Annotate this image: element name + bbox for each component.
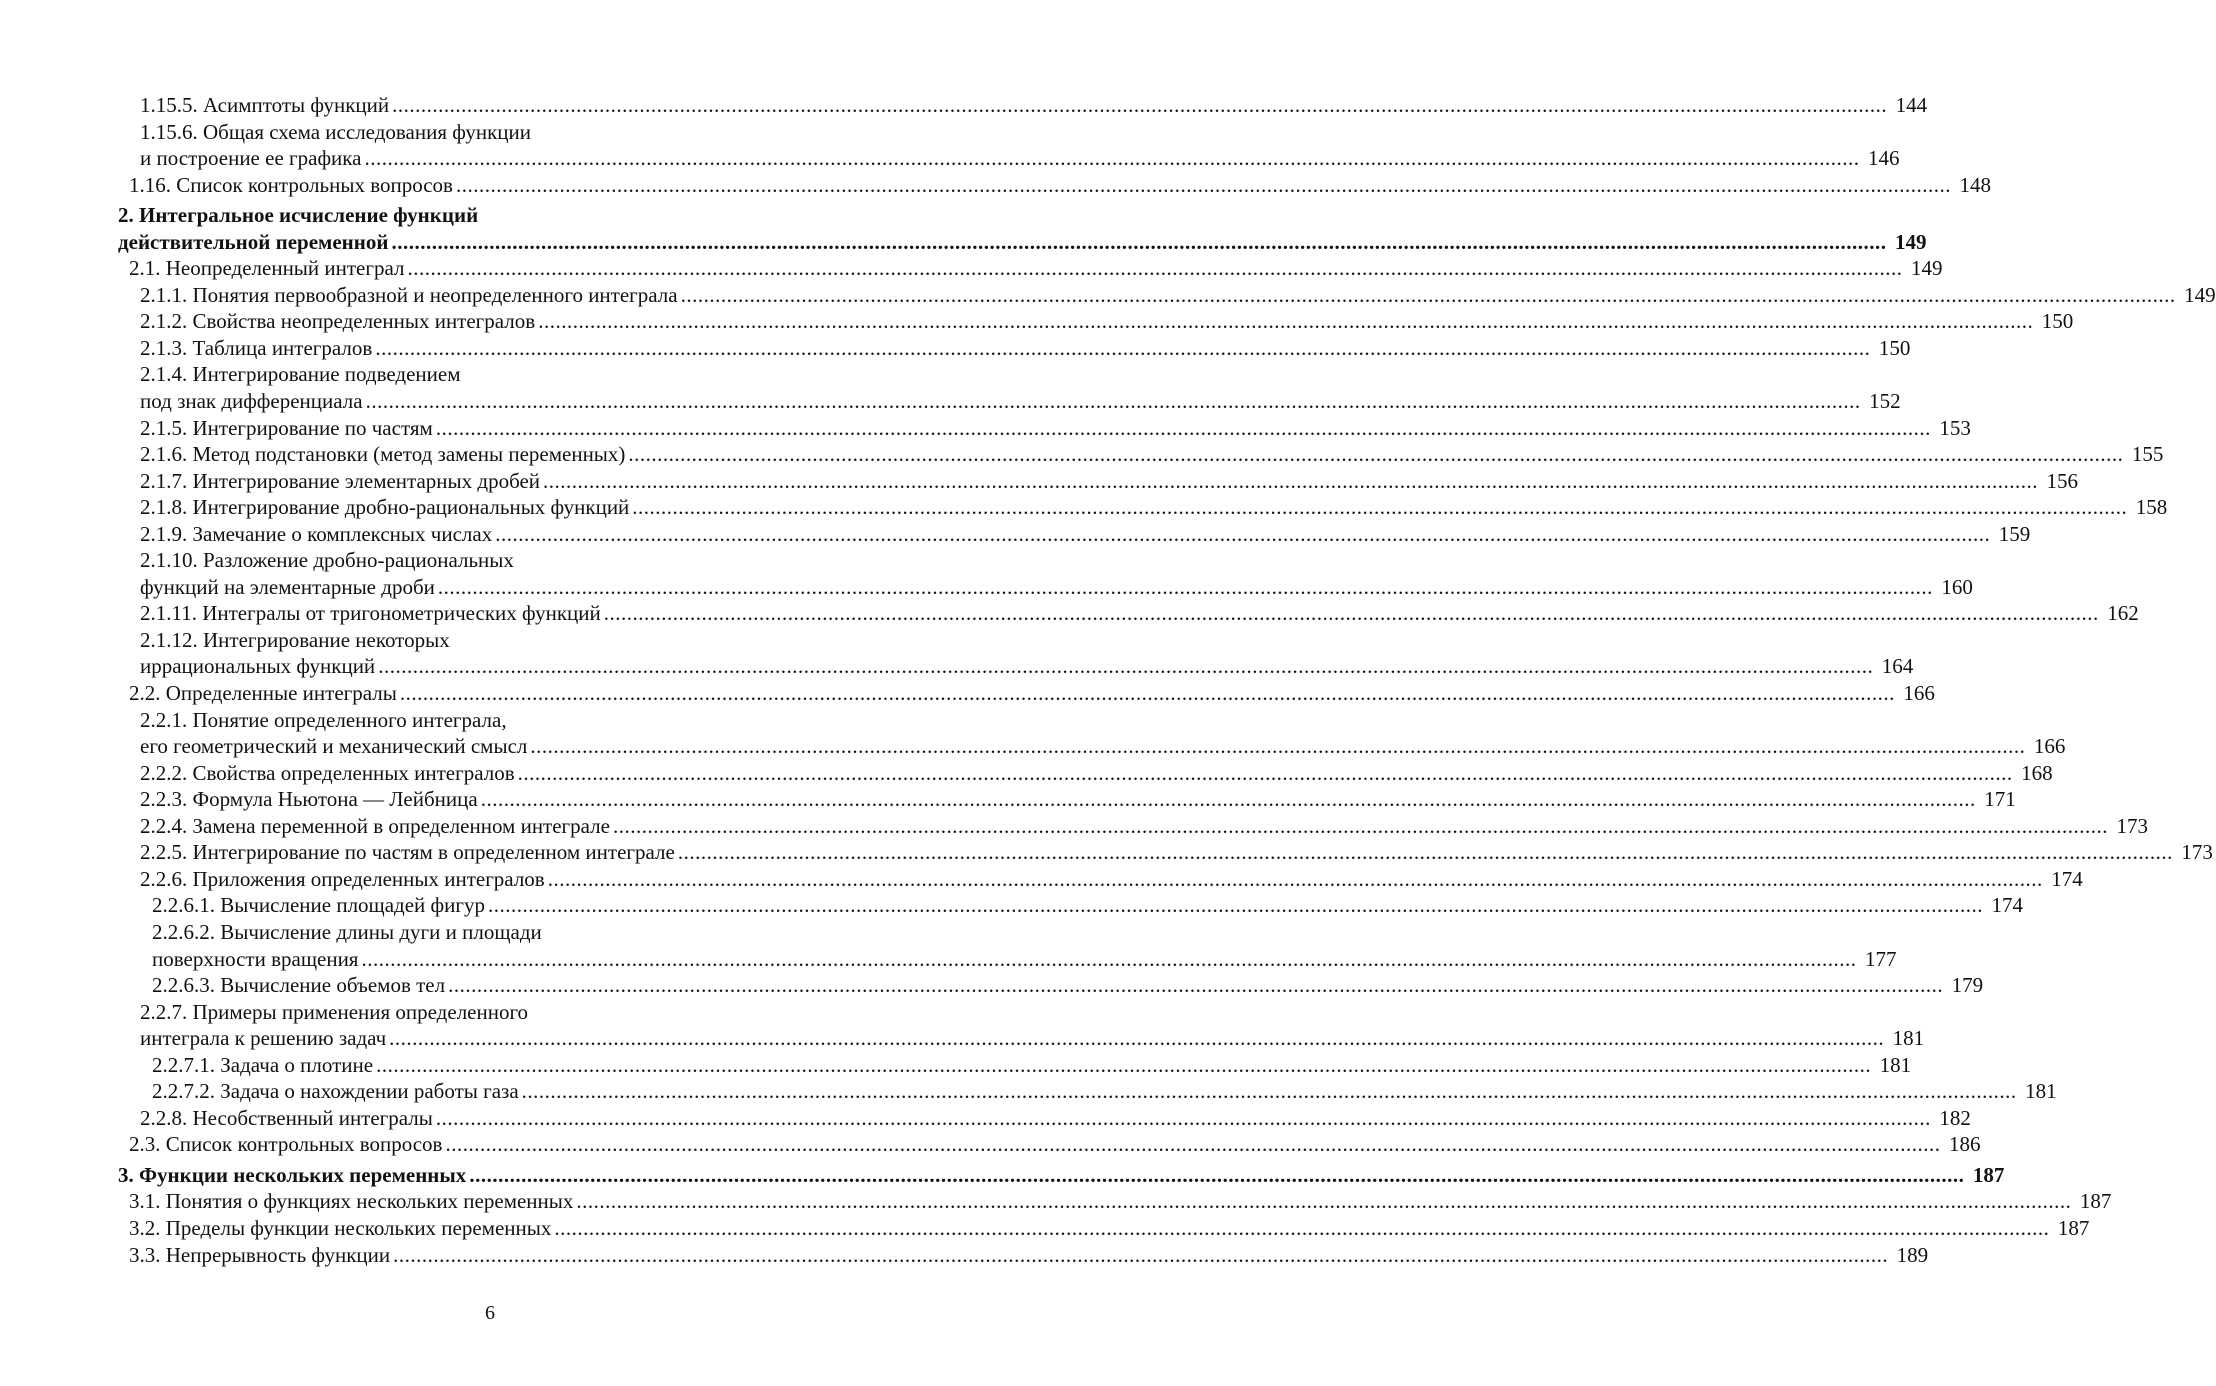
toc-entry-title: 2.2.8. Несобственный интегралы [140,1105,436,1132]
toc-entry-title: 2.1. Неопределенный интеграл [129,255,407,282]
toc-entry-title: 2.2.1. Понятие определенного интеграла, [140,707,507,732]
toc-entry-page: 149 [1894,229,1927,254]
toc-entry-title: 3.2. Пределы функции нескольких переменных [129,1215,554,1242]
toc-dot-leader: .................................................................................................................................................................................................................................................................... [435,1105,1931,1130]
toc-entry [0,1105,1971,1132]
toc-dot-leader: .................................................................................................................................................................................................................................................................... [632,495,2128,520]
toc-entry-page: 174 [1991,893,2023,918]
toc-entry-page: 182 [1939,1105,1971,1130]
toc-dot-leader: .................................................................................................................................................................................................................................................................... [469,1162,1965,1187]
toc-entry [0,308,2074,335]
toc-entry [0,282,2216,309]
toc-entry [0,760,2053,787]
toc-dot-leader: .................................................................................................................................................................................................................................................................... [407,256,1903,281]
toc-entry [0,468,2079,495]
toc-entry-title: 1.16. Список контрольных вопросов [129,172,456,199]
toc-entry-title: 2.2.5. Интегрирование по частям в определенном интеграле [140,839,678,866]
toc-entry-page: 149 [2184,282,2216,307]
toc-entry-page: 173 [2116,813,2148,838]
toc-entry [0,946,1897,973]
toc-entry-page: 150 [1878,335,1911,360]
toc-entry-page: 181 [1879,1052,1912,1077]
toc-entry-title: 2.1.2. Свойства неопределенных интегралов [140,308,538,335]
toc-entry-title: 1.15.6. Общая схема исследования функции [140,119,531,144]
toc-entry-title: 2.2.4. Замена переменной в определенном интеграле [140,813,613,840]
toc-entry-title: 2.1.4. Интегрирование подведением [140,362,461,387]
toc-entry-title: 2.1.7. Интегрирование элементарных дробей [140,468,543,495]
toc-dot-leader: .................................................................................................................................................................................................................................................................... [376,1052,1872,1077]
toc-entry-title: 2.1.1. Понятия первообразной и неопределенного интеграла [140,282,681,309]
toc-entry [0,494,2168,521]
toc-entry-title: поверхности вращения [152,946,361,973]
toc-entry [0,361,980,388]
toc-entry-title: 2.2. Определенные интегралы [129,680,400,707]
toc-entry [0,813,2148,840]
toc-dot-leader: .................................................................................................................................................................................................................................................................... [375,335,1871,360]
toc-dot-leader: .................................................................................................................................................................................................................................................................... [547,866,2043,891]
toc-dot-leader: .................................................................................................................................................................................................................................................................... [448,973,1944,998]
toc-entry [0,574,1973,601]
toc-entry-title: 2.3. Список контрольных вопросов [129,1131,445,1158]
toc-entry-page: 153 [1939,415,1971,440]
toc-entry-page: 177 [1864,946,1897,971]
toc-dot-leader: .................................................................................................................................................................................................................................................................... [538,309,2034,334]
toc-entry-title: иррациональных функций [140,653,378,680]
toc-entry [0,202,980,229]
toc-entry-title: 2.1.12. Интегрирование некоторых [140,627,450,652]
toc-dot-leader: .................................................................................................................................................................................................................................................................... [628,442,2124,467]
toc-entry-page: 150 [2041,309,2074,334]
toc-entry-title: его геометрический и механический смысл [140,733,530,760]
toc-entry-page: 144 [1895,93,1928,117]
toc-dot-leader: .................................................................................................................................................................................................................................................................... [554,1215,2050,1240]
toc-entry [0,680,1935,707]
toc-entry [0,119,980,146]
toc-entry-title: 2.1.6. Метод подстановки (метод замены переменных) [140,441,628,468]
toc-entry-title: 2.1.8. Интегрирование дробно-рациональных функций [140,494,632,521]
toc-entry [0,892,2023,919]
toc-entry-title: 2. Интегральное исчисление функций [118,203,479,228]
toc-entry-title: 2.2.7. Примеры применения определенного [140,999,529,1024]
toc-entry-page: 189 [1896,1242,1929,1267]
toc-entry-page: 174 [2051,866,2083,891]
toc-dot-leader: .................................................................................................................................................................................................................................................................... [603,601,2099,626]
toc-entry-title: 2.1.3. Таблица интегралов [140,335,375,362]
toc-dot-leader: .................................................................................................................................................................................................................................................................... [680,282,2176,307]
toc-entry-title: 2.2.6. Приложения определенных интегралов [140,866,548,893]
toc-entry [0,1242,1929,1269]
toc-entry-page: 173 [2181,840,2213,865]
toc-entry-page: 181 [2025,1079,2057,1104]
toc-entry [0,441,2164,468]
toc-entry-title: 2.1.10. Разложение дробно-рациональных [140,548,514,573]
toc-entry [0,972,1984,999]
toc-entry-page: 166 [2033,734,2066,759]
toc-entry-title: 2.1.9. Замечание о комплексных числах [140,521,495,548]
toc-entry-page: 162 [2107,601,2139,626]
toc-dot-leader: .................................................................................................................................................................................................................................................................... [445,1132,1941,1157]
toc-entry-title: функций на элементарные дроби [140,574,438,601]
toc-entry-page: 149 [1910,256,1943,281]
toc-dot-leader: .................................................................................................................................................................................................................................................................... [530,734,2026,759]
toc-dot-leader: .................................................................................................................................................................................................................................................................... [435,415,1931,440]
toc-entry-page: 155 [2131,442,2164,467]
toc-entry [0,388,1901,415]
toc-dot-leader: .................................................................................................................................................................................................................................................................... [437,574,1933,599]
toc-entry-title: под знак дифференциала [140,388,366,415]
page-number: 6 [485,1302,495,1324]
toc-entry [0,600,2139,627]
toc-entry [0,866,2083,893]
toc-dot-leader: .................................................................................................................................................................................................................................................................... [576,1189,2072,1214]
toc-entry-page: 160 [1941,574,1973,599]
toc-entry-page: 158 [2135,495,2168,520]
toc-dot-leader: .................................................................................................................................................................................................................................................................... [455,172,1951,197]
toc-dot-leader: .................................................................................................................................................................................................................................................................... [612,813,2108,838]
toc-entry [0,229,1927,256]
toc-dot-leader: .................................................................................................................................................................................................................................................................... [392,93,1888,117]
toc-dot-leader: .................................................................................................................................................................................................................................................................... [391,229,1887,254]
toc-dot-leader: .................................................................................................................................................................................................................................................................... [480,787,1976,812]
toc-entry-page: 166 [1903,681,1935,706]
toc-entry-page: 168 [2021,760,2053,785]
toc-dot-leader: .................................................................................................................................................................................................................................................................... [495,521,1991,546]
toc-dot-leader: .................................................................................................................................................................................................................................................................... [361,946,1857,971]
toc-entry-title: 2.2.6.2. Вычисление длины дуги и площади [152,919,542,944]
toc-entry [0,839,2213,866]
toc-entry-title: 3.3. Непрерывность функции [129,1242,393,1269]
toc-dot-leader: .................................................................................................................................................................................................................................................................... [517,760,2013,785]
toc-entry [0,1162,2005,1189]
toc-entry-title: 3. Функции нескольких переменных [118,1162,469,1189]
toc-entry-title: 2.2.3. Формула Ньютона — Лейбница [140,786,481,813]
toc-entry [0,145,1900,172]
toc-entry [0,521,2031,548]
toc-entry-page: 152 [1869,389,1901,414]
toc-entry [0,1188,2112,1215]
toc-entry [0,1078,2057,1105]
toc-entry-title: 2.2.7.1. Задача о плотине [152,1052,376,1079]
toc-entry-page: 187 [2079,1189,2112,1214]
toc-entry [0,786,2016,813]
toc-dot-leader: .................................................................................................................................................................................................................................................................... [393,1242,1889,1267]
toc-entry-title: 2.2.2. Свойства определенных интегралов [140,760,518,787]
toc-entry-title: 1.15.5. Асимптоты функций [140,92,392,119]
toc-entry-title: интеграла к решению задач [140,1025,389,1052]
toc-entry-page: 171 [1984,787,2016,812]
toc-dot-leader: .................................................................................................................................................................................................................................................................... [365,389,1861,414]
toc-entry [0,415,1971,442]
toc-entry-title: и построение ее графика [140,145,365,172]
toc-entry [0,707,980,734]
toc-entry-page: 186 [1948,1132,1981,1157]
toc-entry-title: 2.1.11. Интегралы от тригонометрических функций [140,600,604,627]
toc-entry-page: 187 [2057,1215,2090,1240]
toc-entry-page: 164 [1881,654,1914,679]
toc-entry [0,1131,1981,1158]
table-of-contents [0,92,2216,1268]
toc-dot-leader: .................................................................................................................................................................................................................................................................... [364,146,1860,171]
toc-entry [0,92,1928,119]
toc-entry-page: 148 [1959,172,1991,197]
toc-entry [0,172,1991,199]
toc-entry [0,255,1943,282]
toc-dot-leader: .................................................................................................................................................................................................................................................................... [677,840,2173,865]
toc-dot-leader: .................................................................................................................................................................................................................................................................... [399,681,1895,706]
toc-entry [0,999,980,1026]
toc-entry [0,1052,1912,1079]
toc-entry [0,547,980,574]
toc-dot-leader: .................................................................................................................................................................................................................................................................... [389,1026,1885,1051]
toc-entry-title: 3.1. Понятия о функциях нескольких переменных [129,1188,576,1215]
toc-entry [0,1215,2090,1242]
toc-entry-page: 156 [2046,468,2079,493]
toc-dot-leader: .................................................................................................................................................................................................................................................................... [521,1079,2017,1104]
toc-dot-leader: .................................................................................................................................................................................................................................................................... [488,893,1983,918]
toc-entry-title: 2.1.5. Интегрирование по частям [140,415,436,442]
toc-dot-leader: .................................................................................................................................................................................................................................................................... [378,654,1874,679]
toc-entry-title: действительной переменной [118,229,391,256]
toc-entry [0,653,1914,680]
toc-entry [0,335,1911,362]
toc-entry [0,1025,1925,1052]
toc-entry-page: 179 [1951,973,1984,998]
toc-entry-page: 159 [1998,521,2031,546]
toc-entry-title: 2.2.6.3. Вычисление объемов тел [152,972,448,999]
toc-entry [0,733,2066,760]
toc-entry [0,919,980,946]
toc-entry-title: 2.2.6.1. Вычисление площадей фигур [152,892,488,919]
toc-entry-title: 2.2.7.2. Задача о нахождении работы газа [152,1078,522,1105]
toc-entry-page: 146 [1868,146,1900,171]
toc-entry [0,627,980,654]
toc-dot-leader: .................................................................................................................................................................................................................................................................... [543,468,2039,493]
toc-entry-page: 181 [1892,1026,1925,1051]
toc-entry-page: 187 [1972,1162,2005,1187]
